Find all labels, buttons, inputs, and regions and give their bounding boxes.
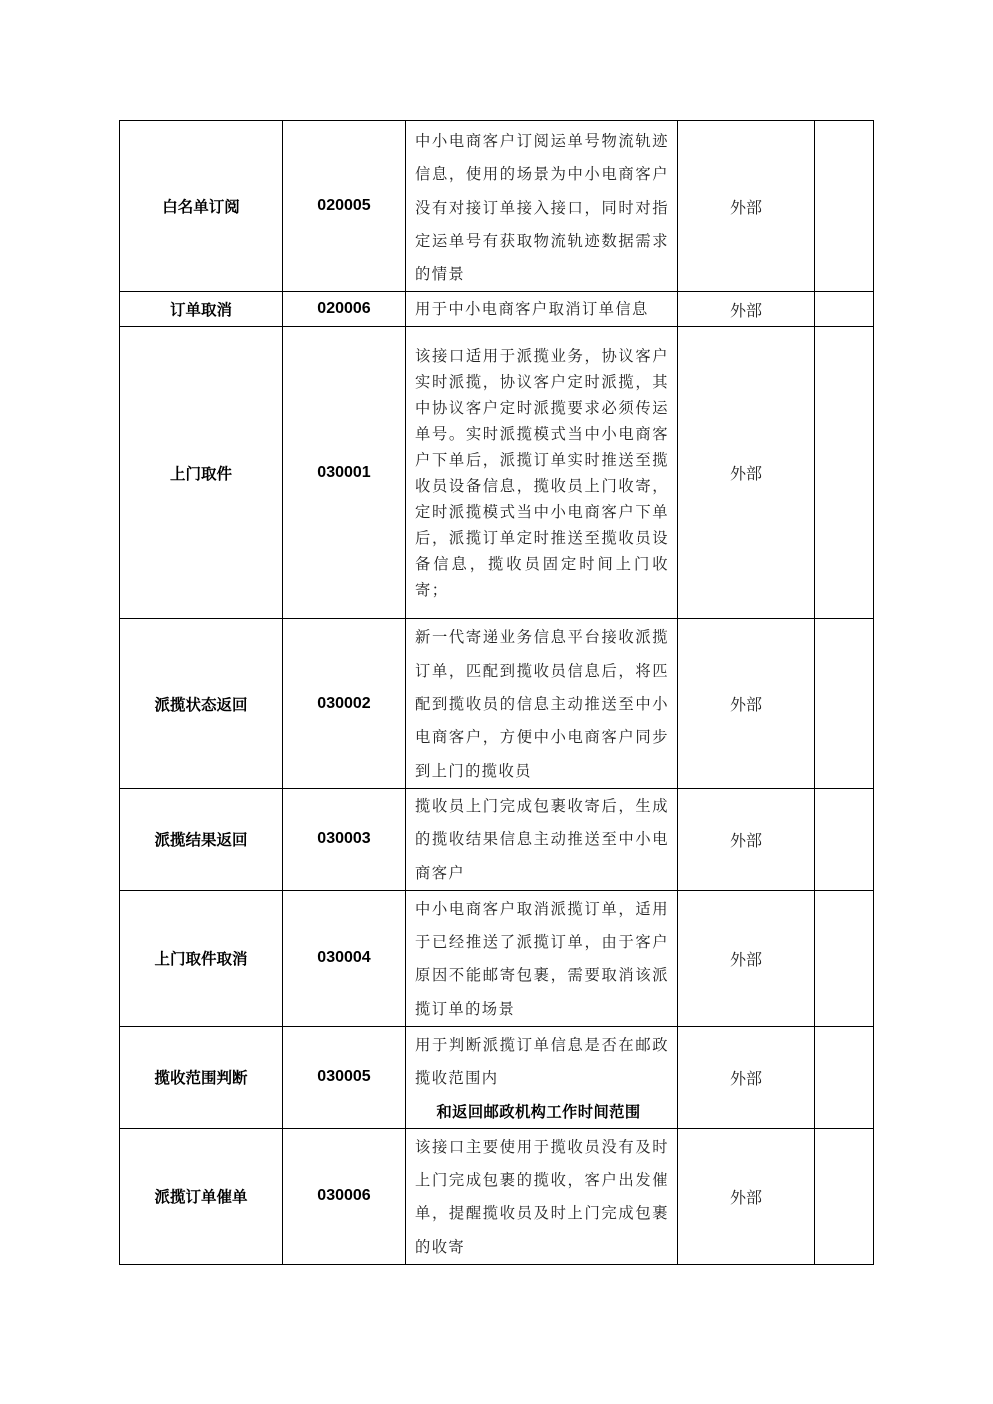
empty-cell (815, 292, 874, 327)
description-text: 该接口适用于派揽业务，协议客户实时派揽，协议客户定时派揽，其中协议客户定时派揽要求必须传运单号。实时派揽模式当中小电商客户下单后，派揽订单实时推送至揽收员设备信息，揽收员上门收寄，定时派揽模式当中小电商客户下单后，派揽订单定时推送至揽收员设备信息，揽收员固定时间上门收寄； (415, 347, 669, 600)
empty-cell (815, 121, 874, 292)
description-bold-text: 和返回邮政机构工作时间范围 (436, 1102, 641, 1121)
table-row (120, 327, 874, 619)
interface-code: 020005 (283, 121, 406, 292)
description-text: 该接口主要使用于揽收员没有及时上门完成包裹的揽收，客户出发催单，提醒揽收员及时上门完成包裹的收寄 (415, 1137, 669, 1256)
table-row (120, 619, 874, 788)
interface-code: 020006 (283, 292, 406, 327)
interface-scope: 外部 (678, 788, 815, 890)
interface-code: 030003 (283, 788, 406, 890)
table-row (120, 890, 874, 1026)
table-row (120, 1128, 874, 1264)
interface-name: 上门取件取消 (120, 890, 283, 1026)
interface-description (406, 327, 678, 619)
interface-description (406, 1128, 678, 1264)
interface-description (406, 1027, 678, 1129)
interface-code: 030005 (283, 1027, 406, 1129)
empty-cell (815, 1027, 874, 1129)
interface-description (406, 292, 678, 327)
interface-name: 派揽订单催单 (120, 1128, 283, 1264)
description-text: 用于判断派揽订单信息是否在邮政揽收范围内 (415, 1036, 669, 1088)
interface-code: 030006 (283, 1128, 406, 1264)
interface-code: 030004 (283, 890, 406, 1026)
interface-code: 030002 (283, 619, 406, 788)
interface-table (119, 120, 874, 1265)
table-row (120, 788, 874, 890)
interface-code: 030001 (283, 327, 406, 619)
interface-name: 揽收范围判断 (120, 1027, 283, 1129)
table-row (120, 121, 874, 292)
interface-description (406, 619, 678, 788)
interface-name: 订单取消 (120, 292, 283, 327)
interface-scope: 外部 (678, 327, 815, 619)
interface-name: 上门取件 (120, 327, 283, 619)
description-text: 中小电商客户取消派揽订单，适用于已经推送了派揽订单，由于客户原因不能邮寄包裹，需要取消该派揽订单的场景 (415, 899, 669, 1018)
empty-cell (815, 327, 874, 619)
empty-cell (815, 788, 874, 890)
empty-cell (815, 1128, 874, 1264)
interface-description (406, 890, 678, 1026)
interface-scope: 外部 (678, 890, 815, 1026)
interface-scope: 外部 (678, 121, 815, 292)
table-row (120, 1027, 874, 1129)
description-text: 用于中小电商客户取消订单信息 (415, 300, 649, 319)
interface-scope: 外部 (678, 1027, 815, 1129)
interface-name: 派揽状态返回 (120, 619, 283, 788)
interface-name: 白名单订阅 (120, 121, 283, 292)
interface-name: 派揽结果返回 (120, 788, 283, 890)
interface-scope: 外部 (678, 1128, 815, 1264)
interface-description (406, 121, 678, 292)
table-row (120, 292, 874, 327)
description-text: 揽收员上门完成包裹收寄后，生成的揽收结果信息主动推送至中小电商客户 (415, 796, 669, 882)
interface-scope: 外部 (678, 292, 815, 327)
interface-scope: 外部 (678, 619, 815, 788)
description-text: 新一代寄递业务信息平台接收派揽订单，匹配到揽收员信息后，将匹配到揽收员的信息主动推送至中小电商客户，方便中小电商客户同步到上门的揽收员 (415, 628, 669, 780)
empty-cell (815, 890, 874, 1026)
empty-cell (815, 619, 874, 788)
description-text: 中小电商客户订阅运单号物流轨迹信息，使用的场景为中小电商客户没有对接订单接入接口，同时对指定运单号有获取物流轨迹数据需求的情景 (415, 132, 669, 284)
interface-description (406, 788, 678, 890)
